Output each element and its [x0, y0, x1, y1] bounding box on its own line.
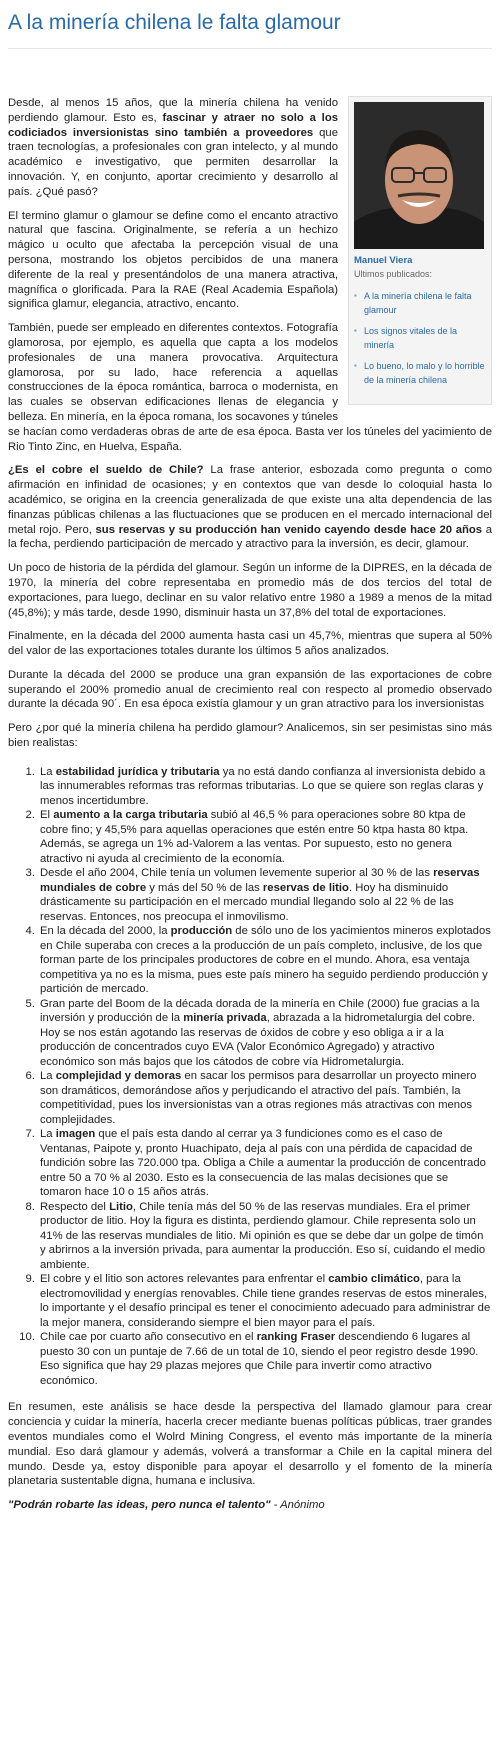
list-item: 8. Respecto del Litio, Chile tenía más del 50 % de las reservas mundiales. Era el primer productor de litio. Hoy la figura es distinta, perdiendo glamour. Chile representa solo un 41% de las reservas mundiales de litio. Mi opinión es que se debe dar un golpe de timón y abrirnos a la inversión privada, para aumentar la producción. Eso sí, cuidando el medio ambiente.	[38, 1200, 492, 1273]
list-item: 3. Desde el año 2004, Chile tenía un volumen levemente superior al 30 % de las reservas mundiales de cobre y más del 50 % de las reservas de litio. Hoy ha disminuido drásticamente su participación en el mercado mundial llegando solo al 22 % de las reservas. Entonces, nos preocupa el inmovilismo.	[38, 866, 492, 924]
article-page	[0, 10, 500, 1511]
list-item: 5. Gran parte del Boom de la década dorada de la minería en Chile (2000) fue gracias a la inversión y producción de la minería privada, abrazada a la hidrometalurgia del cobre. Hoy se nos están agotando las reservas de óxidos de cobre y eso obliga a ir a la producción de concentrados cuyo EVA (Valor Económico Agregado) y atractivo económico son más bajos que los cátodos de cobre vía Hidrometalurgia.	[38, 997, 492, 1070]
author-recent-list	[354, 289, 486, 387]
list-item: 4. En la década del 2000, la producción de sólo uno de los yacimientos mineros explotados en Chile superaba con creces a la producción de un país completo, inclusive, de los que forman parte de los principales productores de cobre en el mundo. Ahora, esa ventaja competitiva ya no es la misma, pues este país minero ha seguido perdiendo producción y partición de mercado.	[38, 924, 492, 997]
paragraph-question: Pero ¿por qué la minería chilena ha perdido glamour? Analicemos, sin ser pesimistas sino más bien realistas:	[8, 722, 492, 750]
author-recent-link[interactable]: ▪ Los signos vitales de la minería	[354, 324, 486, 352]
paragraph-summary: En resumen, este análisis se hace desde la perspectiva del llamado glamour para crear conciencia y cuidar la minería, hacerla crecer mediante buenas políticas públicas, traer grandes eventos mundiales como el Wolrd Mining Congress, el evento más importante de la minería mundial. Eso dará glamour y además, volverá a transformar a Chile en la capital minera del mundo. Desde ya, estoy disponible para apoyar el desarrollo y el fomento de la minería planetaria sustentable digna, humana e inclusiva.	[8, 1401, 492, 1488]
paragraph-finally: Finalmente, en la década del 2000 aumenta hasta casi un 45,7%, mientras que supera al 50% del valor de las exportaciones totales durante los últimos 5 años analizados.	[8, 630, 492, 658]
article-title: A la minería chilena le falta glamour	[8, 11, 341, 34]
paragraph-copper-salary: ¿Es el cobre el sueldo de Chile? La frase anterior, esbozada como pregunta o como afirmación en infinidad de ocasiones; y en contextos que van desde lo coloquial hasta lo académico, se origina en la creencia generalizada de que existe una alta dependencia de las finanzas públicas chilenas a las fluctuaciones que se producen en el mercado internacional del metal rojo. Pero, sus reservas y su producción han venido cayendo desde hace 20 años a la fecha, perdiendo participación de mercado y atractivo para la inversión, es decir, glamour.	[8, 464, 493, 551]
author-recent-link[interactable]: ▪ A la minería chilena le falta glamour	[354, 289, 486, 317]
list-item: 6. La complejidad y demoras en sacar los permisos para desarrollar un proyecto minero son dramáticos, demorándose años y perjudicando el atractivo del país. También, la competitividad, pues los inversionistas van a otras regiones más atractivas con menos complejidades.	[38, 1069, 492, 1127]
author-sidebar	[348, 96, 492, 405]
paragraph-decade-2000: Durante la década del 2000 se produce una gran expansión de las exportaciones de cobre superando el 200% promedio anual de crecimiento real con respecto al promedio observado durante la década 90´. En esa época existía glamour y un gran atractivo para los inversionistas	[8, 668, 492, 711]
list-item: 1. La estabilidad jurídica y tributaria ya no está dando confianza al inversionista debido a las innumerables reformas tras reformas tributarias. Lo que se quiere son reglas claras y menos incertidumbre.	[38, 765, 492, 809]
paragraph-intro: Desde, al menos 15 años, que la minería chilena ha venido perdiendo glamour. Esto es, fascinar y atraer no solo a los codiciados inversionistas sino también a proveedores que traen tecnologías, a profesionales con gran intelecto, y al mundo académico e investigativo, que permiten desarrollar la innovación. Y, en conjunto, aportar crecimiento y desarrollo al país. ¿Qué pasó?	[8, 97, 338, 198]
author-recent-link[interactable]: ▪ Lo bueno, lo malo y lo horrible de la minería chilena	[354, 359, 486, 387]
list-item: 2. El aumento a la carga tributaria subió al 46,5 % para operaciones sobre 80 ktpa de cobre fino; y 45,5% para aquellas operaciones que estén entre 50 ktpa hasta 80 ktpa. Además, se agrega un 1% ad-Valorem a las ventas. Por supuesto, esto no genera atractivo ni ayuda al crecimiento de la economía.	[38, 808, 492, 866]
list-item: 7. La imagen que el país esta dando al cerrar ya 3 fundiciones como es el caso de Ventanas, Paipote y, pronto Huachipato, deja al país con una pérdida de capacidad de fundición sobre las 720.000 tpa. Obliga a Chile a aumentar la producción de concentrado entre 50 a 70 % al 2030. Esto es la consecuencia de las malas decisiones que se tomaron hace 10 o 15 años atrás.	[38, 1127, 492, 1200]
paragraph-contexts: También, puede ser empleado en diferentes contextos. Fotografía glamorosa, por ejemplo, es aquella que capta a los modelos profesionales de una manera provocativa. Arquitectura glamorosa, por su lado, hace referencia a aquellas construcciones de la época romántica, barroca o modernista, en las cuales se observan edificaciones llenas de elegancia y belleza. En minería, en la época romana, los socavones y túneles se hacían como verdaderas obras de arte de esa época. Basta ver los túneles del yacimiento de Rio Tinto Zinc, en Huelva, España.	[8, 322, 492, 453]
paragraph-history: Un poco de historia de la pérdida del glamour. Según un informe de la DIPRES, en la década de 1970, la minería del cobre representaba en promedio más de dos tercios del total de exportaciones, para luego, declinar en su valor relativo entre 1980 a 1989 a menos de la mitad (45,8%); y más tarde, desde 1990, disminuir hasta un 37,8% del total de exportaciones.	[8, 562, 492, 619]
author-name[interactable]: Manuel Viera	[354, 255, 413, 266]
author-photo	[354, 102, 484, 249]
closing-quote: "Podrán robarte las ideas, pero nunca el talento" - Anónimo	[8, 1499, 325, 1512]
list-item: 9. El cobre y el litio son actores relevantes para enfrentar el cambio climático, para la electromovilidad y energías renovables. Chile tiene grandes reservas de estos minerales, lo importante y el desafío principal es tener el conocimiento adecuado para administrar de la mejor manera, considerando siempre el bien mayor para el país.	[38, 1272, 492, 1330]
reasons-list	[8, 765, 492, 1389]
author-published-label: Ultimos publicados:	[354, 269, 433, 279]
list-item: 10. Chile cae por cuarto año consecutivo en el ranking Fraser descendiendo 6 lugares al puesto 30 con un puntaje de 7.66 de un total de 10, siendo el peor registro desde 1990. Eso significa que hay 29 plazas mejores que Chile para invertir como atractivo económico.	[38, 1330, 492, 1388]
paragraph-definition: El termino glamur o glamour se define como el encanto atractivo natural que fascina. Originalmente, se refería a un hechizo mágico u oculto que afectaba la percepción visual de una persona, mostrando los objetos percibidos de una manera diferente de la real y presentándolos de una manera atractiva, magnífica o glorificada. Para la RAE (Real Academia Española) significa glamur, elegancia, atractivo, encanto.	[8, 209, 338, 311]
